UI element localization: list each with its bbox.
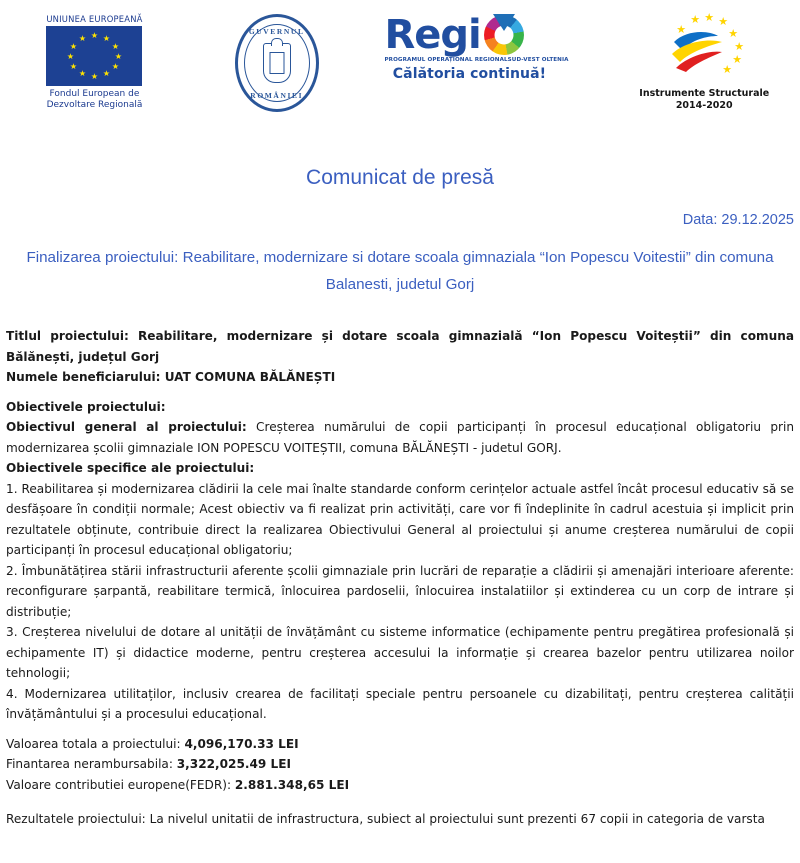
document-body [0, 326, 800, 830]
regio-slogan: Călătoria continuă! [392, 66, 547, 82]
beneficiary-label: Numele beneficiarului: [6, 370, 161, 384]
government-seal-icon [235, 14, 319, 112]
eu-emblem [34, 14, 155, 111]
specific-objective-item: 2. Îmbunătățirea stării infrastructurii aferente școlii gimnaziale prin lucrări de reparație a clădirii și amenajări interioare aferente: reconfigurare șarpantă, reabilitare termică, înlocuirea pardoselii, înlocuirea instalatiilor și extinderea cu un corp de intrare și distribuție; [6, 563, 794, 619]
document-date: Data: 29.12.2025 [682, 212, 794, 228]
regio-subtitle-right: SUD-VEST OLTENIA [507, 57, 569, 63]
gov-seal-text-bottom: ROMÂNIEI [250, 91, 304, 100]
financial-label: Valoarea totala a proiectului: [6, 736, 185, 751]
project-title-row [6, 326, 794, 367]
guvernul-romaniei-logo [207, 14, 347, 112]
is-caption-line1: Instrumente Structurale [639, 88, 770, 99]
financial-label: Finantarea nerambursabila: [6, 757, 177, 771]
regio-mark [384, 14, 584, 82]
document-subtitle: Finalizarea proiectului: Reabilitare, modernizare si dotare scoala gimnaziala “Ion Popescu Voitestii” din comuna Balanesti, judetul Gorj [26, 249, 774, 293]
results-paragraph: Rezultatele proiectului: La nivelul unitatii de infrastructura, subiect al proiectului sunt prezenti 67 copii in categoria de varsta [6, 812, 765, 826]
regio-logo [384, 14, 584, 82]
financial-label: Valoare contributiei europene(FEDR): [6, 777, 235, 792]
general-objective-label: Obiectivul general al proiectului: [6, 420, 247, 434]
page-title: Comunicat de presă [306, 166, 494, 189]
instrumente-structurale-icon: ★ ★ ★ ★ ★ ★ ★ ★ [660, 14, 748, 86]
financial-row-eu-contribution [6, 775, 794, 796]
spacer [6, 795, 794, 809]
financial-row-grant [6, 754, 794, 775]
spacer [6, 388, 794, 397]
regio-color-ring-icon [484, 15, 524, 55]
financial-amount: 4,096,170.33 LEI [184, 736, 299, 751]
eu-flag-icon [46, 26, 142, 86]
eu-caption-top: UNIUNEA EUROPEANĂ [46, 14, 143, 24]
regio-triangle-icon [493, 14, 515, 31]
eu-caption-bottom-line1: Fondul European de [49, 89, 140, 99]
project-title-label: Titlul proiectului: [6, 329, 129, 343]
logo-bar [0, 0, 800, 140]
instrumente-structurale-logo [634, 11, 774, 112]
specific-objective-item: 4. Modernizarea utilitaților, inclusiv crearea de facilitați speciale pentru persoanele cu dizabilitați, pentru creșterea calității învățământului și a procesului educațional. [6, 686, 794, 721]
objectives-heading: Obiectivele proiectului: [6, 399, 166, 414]
instrumente-structurale-caption [639, 88, 769, 112]
regio-subtitle-left: PROGRAMUL OPERAȚIONAL REGIONAL [384, 57, 508, 63]
financial-amount: 2.881.348,65 LEI [234, 777, 350, 792]
beneficiary-value: UAT COMUNA BĂLĂNEȘTI [160, 370, 336, 384]
eu-caption-bottom [47, 89, 143, 111]
regio-wordmark-text: Regi [384, 12, 481, 58]
coat-of-arms-icon [263, 43, 291, 83]
regio-subtitle-row [384, 57, 569, 63]
beneficiary-row [6, 367, 794, 388]
specific-objective-item: 3. Creșterea nivelului de dotare al unității de învățământ cu sisteme informatice (echipamente pentru pregătirea profesională și echipamente IT) și didactice moderne, pentru creșterea accesului la informație și crearea bazelor pentru utilizarea noilor tehnologii; [6, 625, 794, 680]
general-objective-value: Creșterea numărului de copii participanți în procesul educațional obligatoriu prin modernizarea școlii gimnaziale ION POPESCU VOITEȘTII, comuna BĂLĂNEȘTI - judetul GORJ. [6, 420, 794, 455]
financial-row-total [6, 734, 794, 755]
tricolor-swoosh-icon [670, 28, 726, 74]
general-objective-row [6, 417, 794, 458]
specific-objective-item: 1. Reabilitarea și modernizarea clădirii la cele mai înalte standarde conform cerințelor actuale astfel încât procesul educativ să se desfășoare în condiții normale; Acest obiectiv va fi realizat prin activități, care vor fi îndeplinite în cadrul acestuia și implicit prin rezultatele obținute, contribuie direct la realizarea Obiectivului General al proiectului și anume creșterea numărului de copii participanți în procesul educațional obligatoriu; [6, 481, 794, 557]
project-title-value: Reabilitare, modernizare și dotare scoala gimnazială “Ion Popescu Voiteștii” din comuna Bălănești, județul Gorj [6, 329, 794, 364]
regio-wordmark [384, 14, 584, 56]
financial-amount: 3,322,025.49 LEI [176, 757, 291, 771]
eu-caption-bottom-line2: Dezvoltare Regională [46, 100, 143, 110]
is-caption-line2: 2014-2020 [675, 100, 733, 111]
gov-seal-text-top: GUVERNUL [248, 27, 305, 36]
specific-objectives-heading: Obiectivele specifice ale proiectului: [6, 461, 255, 475]
spacer [6, 725, 794, 734]
